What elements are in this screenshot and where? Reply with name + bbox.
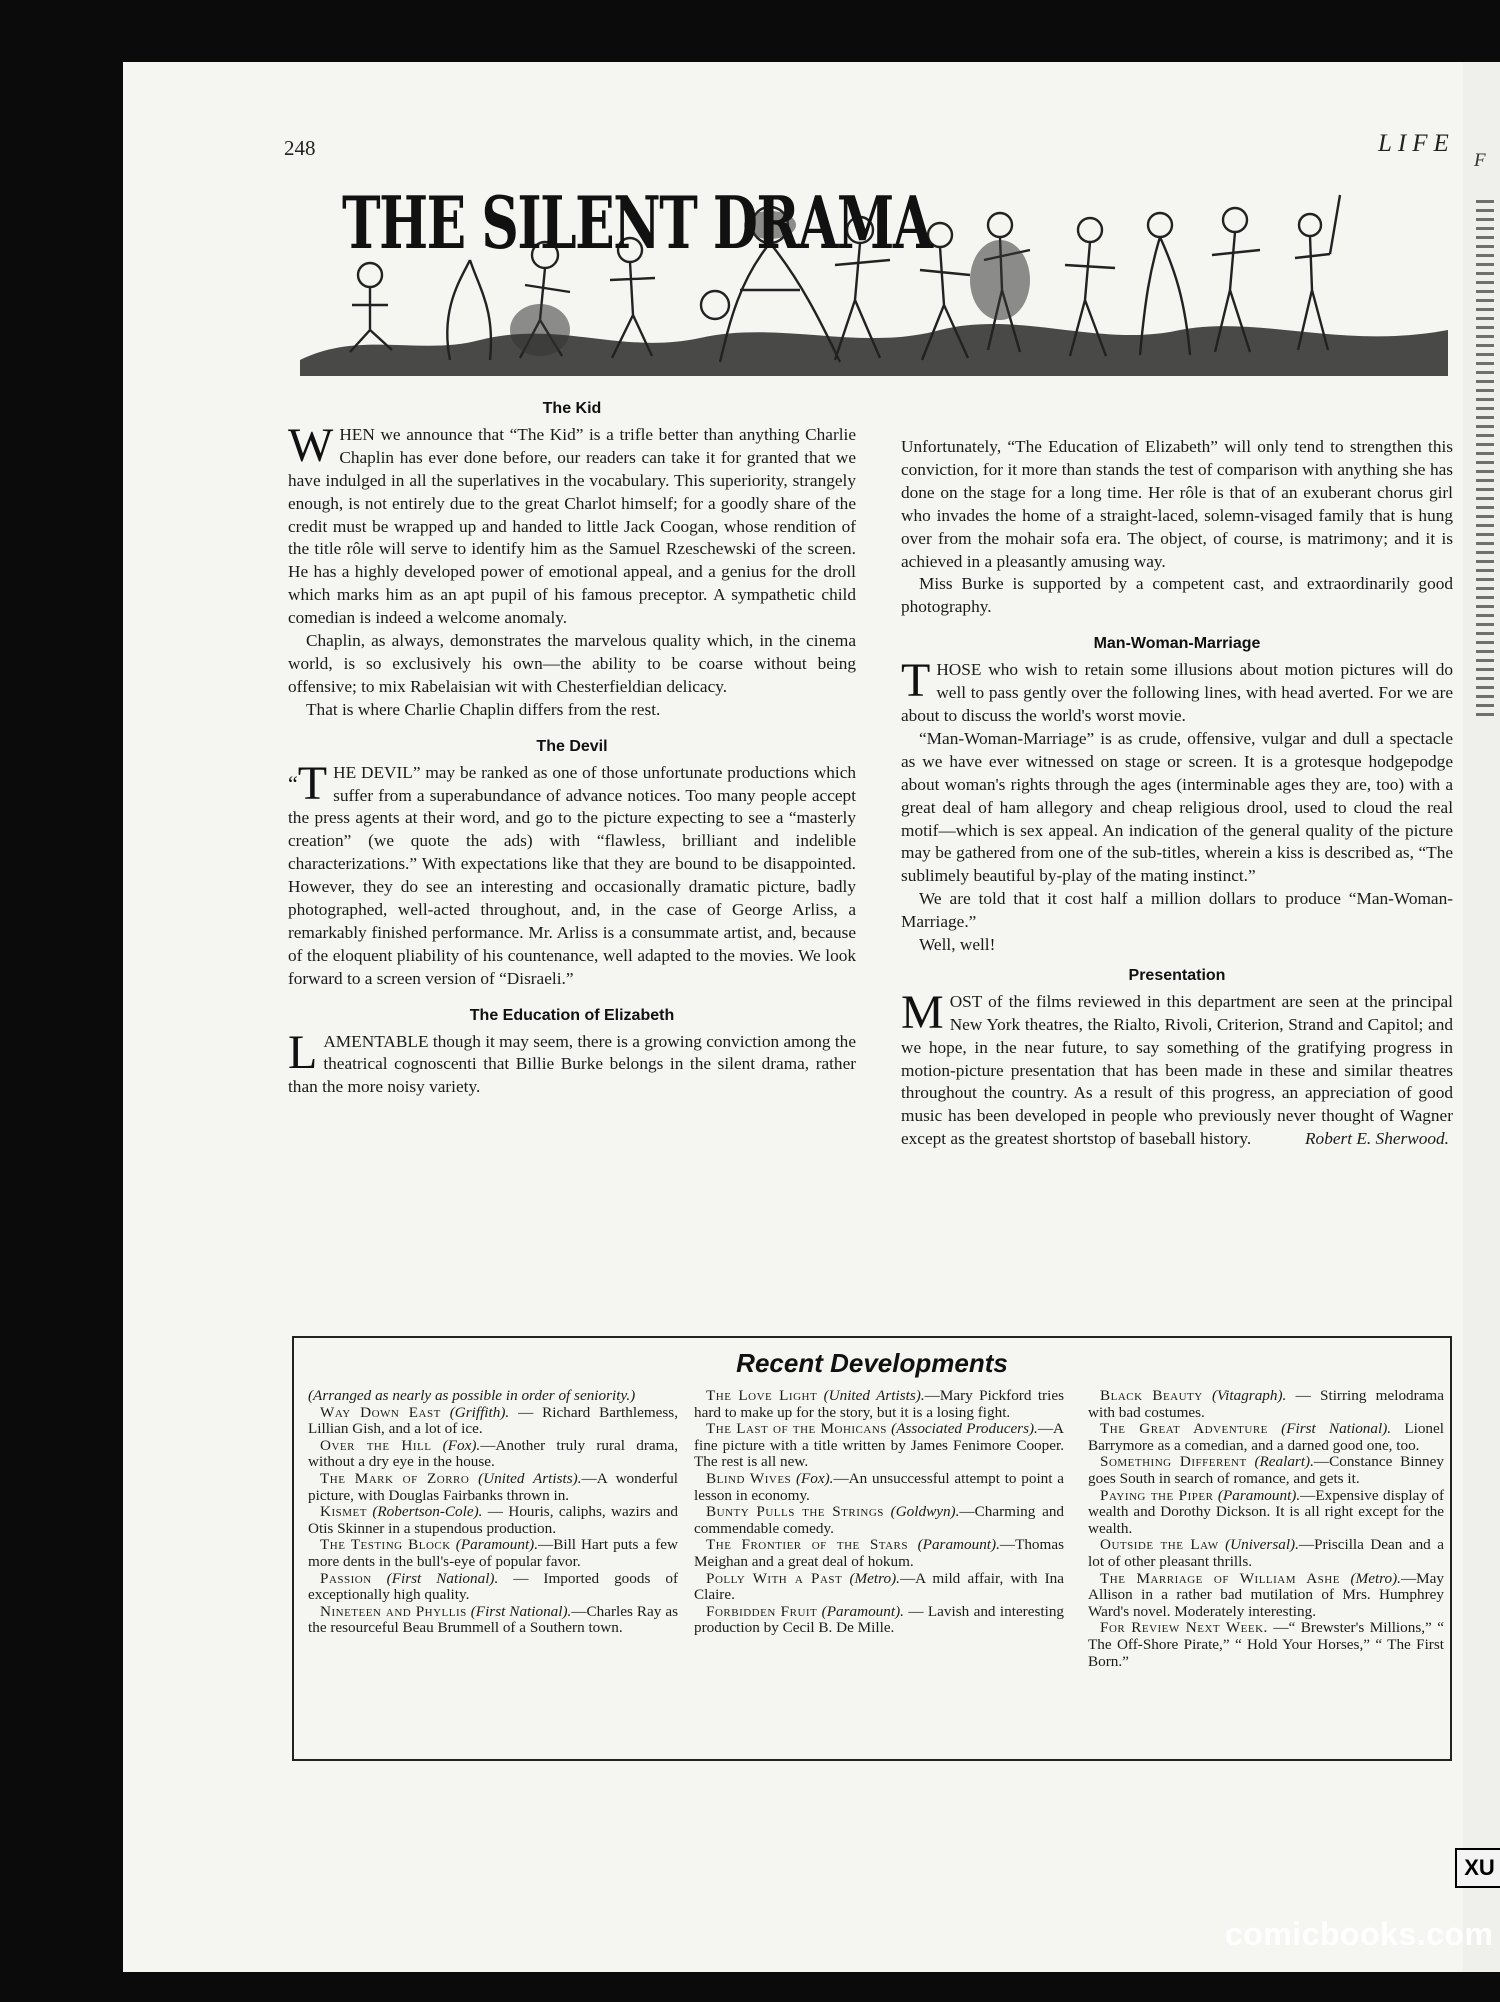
kid-text-1: HEN we announce that “The Kid” is a trifle better than anything Charlie Chaplin has ever done before, our readers can take it for granted that we have indulged in all the superlatives in the vocabulary. This superiority, strangely enough, is not entirely due to the great Charlot himself; for a goodly share of the credit must be wrapped up and handed to little Jack Coogan, whose rendition of the title rôle will serve to identify him as the Samuel Rzeschewski of the screen. He has a highly developed power of emotional appeal, and a genius for the droll which marks him as an apt pupil of his famous preceptor. A sympathetic child comedian is indeed a welcome anomaly.: [288, 424, 856, 628]
dropcap: [288, 756, 328, 810]
film-studio: (Griffith).: [449, 1403, 510, 1421]
recent-entry: [1088, 1421, 1444, 1454]
film-studio: (Fox).: [795, 1469, 834, 1487]
recent-entry: [308, 1604, 678, 1637]
film-comment: —A mild affair, with Ina Claire.: [694, 1569, 1065, 1604]
review-title-devil: The Devil: [536, 737, 608, 755]
recent-entry: [1088, 1454, 1444, 1487]
recent-entry: [694, 1537, 1064, 1570]
film-studio: (Paramount).: [821, 1602, 904, 1620]
recent-entry: [308, 1438, 678, 1471]
recent-entry: [308, 1571, 678, 1604]
recent-intro: (Arranged as nearly as possible in order of seniority.): [308, 1387, 636, 1404]
recent-entry: [694, 1421, 1064, 1471]
film-comment: —“ Brewster's Millions,” “ The Off-Shore Pirate,” “ Hold Your Horses,” “ The First Born.”: [1088, 1619, 1444, 1670]
film-title: Over the Hill: [320, 1436, 432, 1454]
recent-developments-box: [292, 1336, 1452, 1761]
kid-paragraph-1: [288, 418, 856, 630]
film-studio: (Goldwyn).: [890, 1503, 960, 1521]
recent-entry: [308, 1471, 678, 1504]
film-comment: — Richard Barthlemess, Lillian Gish, and a lot of ice.: [308, 1403, 679, 1438]
recent-developments-title: Recent Developments: [736, 1348, 1008, 1378]
film-comment: —Charming and commendable comedy.: [694, 1503, 1065, 1537]
recent-entry: [308, 1504, 678, 1537]
header-title: THE SILENT DRAMA: [342, 180, 932, 265]
film-comment: —Charles Ray as the resourceful Beau Brummell of a Southern town.: [308, 1602, 679, 1637]
recent-entry: [1088, 1620, 1444, 1670]
film-comment: —A wonderful picture, with Douglas Fairbanks thrown in.: [308, 1469, 679, 1504]
recent-entry: [694, 1388, 1064, 1421]
recent-entry: [694, 1604, 1064, 1637]
film-title: The Frontier of the Stars: [706, 1536, 909, 1554]
film-comment: — Houris, caliphs, wazirs and Otis Skinner in a stupendous production.: [308, 1503, 678, 1537]
film-title: The Marriage of William Ashe: [1100, 1569, 1340, 1587]
mwm-paragraph-2: “Man-Woman-Marriage” is as crude, offensive, vulgar and dull a spectacle as we have ever witnessed on stage or screen. It is a grotesque hodgepodge about woman's rights through the ages (interminable ages they are, too) with a great deal of ham allegory and cheap religious drool, used to cloud the real motif—which is sex appeal. An indication of the general quality of the picture may be gathered from one of the sub-titles, wherein a kiss is described as, “The sublimely beautiful by-play of the mating instinct.”: [901, 728, 1453, 886]
recent-column-2: [694, 1388, 1064, 1637]
recent-list-3: [1088, 1388, 1444, 1670]
dropcap: T: [901, 654, 931, 708]
page-number: 248: [284, 136, 316, 160]
film-comment: —Constance Binney goes South in search of romance, and gets it.: [1088, 1453, 1444, 1487]
film-title: Something Different: [1100, 1453, 1247, 1471]
recent-entry: [694, 1504, 1064, 1537]
film-studio: (Paramount).: [455, 1536, 539, 1554]
elizabeth-text-1: AMENTABLE though it may seem, there is a growing conviction among the theatrical cognoscenti that Billie Burke belongs in the silent drama, rather than the more noisy variety.: [288, 1031, 856, 1097]
film-title: Blind Wives: [706, 1469, 792, 1487]
film-studio: (Associated Producers).: [891, 1420, 1038, 1438]
film-comment: —Expensive display of wealth and Dorothy Dickson. It is all right except for the wealth.: [1088, 1486, 1445, 1537]
film-studio: (Vitagraph).: [1211, 1387, 1287, 1404]
recent-entry: [694, 1471, 1064, 1504]
film-comment: —A fine picture with a title written by James Fenimore Cooper. The rest is all new.: [694, 1420, 1065, 1471]
film-studio: (Fox).: [442, 1436, 481, 1454]
film-title: The Mark of Zorro: [320, 1469, 470, 1487]
mwm-text-1: HOSE who wish to retain some illusions about motion pictures will do well to pass gently over the following lines, with head averted. For we are about to discuss the world's worst movie.: [901, 660, 1453, 725]
recent-entry: [1088, 1537, 1444, 1570]
film-title: Passion: [320, 1569, 372, 1587]
recent-list-2: [694, 1388, 1064, 1637]
film-studio: (Universal).: [1225, 1536, 1299, 1554]
review-title-kid: The Kid: [542, 400, 602, 417]
film-title: The Great Adventure: [1100, 1420, 1268, 1438]
magazine-name: LIFE: [1378, 130, 1455, 157]
review-title-elizabeth: The Education of Elizabeth: [469, 1006, 675, 1024]
mwm-paragraph-1: [901, 654, 1453, 728]
devil-text-1: HE DEVIL” may be ranked as one of those unfortunate productions which suffer from a superabundance of advance notices. Too many people accept the press agents at their word, and go to the picture expecting to see a “masterly creation” (we quote the ads) with “flawless, brilliant and indelible characterizations.” With expectations like that they are bound to be disappointed. However, they do see an interesting and occasionally dramatic picture, badly photographed, well-acted throughout, and, in the case of George Arliss, a remarkably finished performance. Mr. Arliss is a consummate artist, and, because of the eloquent pliability of his countenance, well adapted to the movies. We look forward to a screen version of “Disraeli.”: [288, 762, 856, 988]
film-title: Kismet: [320, 1503, 367, 1521]
recent-entry: [694, 1571, 1064, 1604]
film-title: Bunty Pulls the Strings: [706, 1503, 884, 1521]
film-title: Outside the Law: [1100, 1536, 1219, 1554]
film-comment: Lionel Barrymore as a comedian, and a darned good one, too.: [1088, 1420, 1444, 1454]
review-title-presentation: Presentation: [1128, 966, 1226, 984]
film-studio: (First National).: [1281, 1420, 1392, 1438]
kid-paragraph-3: That is where Charlie Chaplin differs from the rest.: [306, 699, 661, 719]
recent-column-1: [308, 1388, 678, 1637]
recent-entry: [1088, 1388, 1444, 1421]
film-comment: —Mary Pickford tries hard to make up for the story, but it is a losing fight.: [694, 1387, 1064, 1421]
film-comment: —May Allison in a rather bad mutilation of Mrs. Humphrey Ward's novel. Moderately interesting.: [1088, 1569, 1444, 1620]
watermark: comicbooks.com: [1225, 1916, 1494, 1952]
recent-list-1: [308, 1405, 678, 1637]
left-column: [288, 398, 856, 1099]
dropcap-letter: T: [297, 756, 328, 810]
author-byline: Robert E. Sherwood.: [1305, 1129, 1449, 1149]
film-studio: (Paramount).: [917, 1536, 1000, 1554]
film-comment: —Another truly rural drama, without a dry eye in the house.: [308, 1436, 678, 1471]
dropcap-quote: “: [288, 770, 298, 796]
elizabeth-continued: Unfortunately, “The Education of Elizabeth” will only tend to strengthen this conviction, for it more than stands the test of comparison with anything she has done on the stage for a long time. Her rôle is that of an exuberant chorus girl who invades the home of a straight-laced, solemn-visaged family that is hung over from the mohair sofa era. The object, of course, is matrimony; and it is achieved in a pleasantly amusing way.: [901, 437, 1453, 571]
film-studio: (Robertson-Cole).: [372, 1503, 483, 1521]
film-title: Paying the Piper: [1100, 1486, 1214, 1504]
dropcap: M: [901, 985, 944, 1039]
film-title: Way Down East: [320, 1403, 441, 1421]
film-title: The Love Light: [706, 1387, 818, 1404]
mwm-paragraph-4: Well, well!: [919, 935, 996, 955]
film-studio: (Paramount).: [1217, 1486, 1301, 1504]
film-comment: — Imported goods of exceptionally high quality.: [308, 1569, 679, 1604]
dropcap: W: [288, 418, 334, 472]
film-comment: — Stirring melodrama with bad costumes.: [1088, 1387, 1444, 1421]
elizabeth-paragraph-2: Miss Burke is supported by a competent cast, and extraordinarily good photography.: [901, 574, 1453, 617]
film-studio: (Realart).: [1254, 1453, 1314, 1471]
right-column: [901, 436, 1453, 1151]
film-title: Nineteen and Phyllis: [320, 1602, 467, 1620]
film-title: For Review Next Week.: [1100, 1619, 1268, 1637]
elizabeth-paragraph-1: [288, 1025, 856, 1100]
film-title: The Last of the Mohicans: [706, 1420, 887, 1438]
film-studio: (Metro).: [1350, 1569, 1401, 1587]
film-title: Polly With a Past: [706, 1569, 843, 1587]
recent-entry: [1088, 1488, 1444, 1538]
review-title-man-woman-marriage: Man-Woman-Marriage: [1093, 635, 1261, 653]
film-studio: (Metro).: [849, 1569, 900, 1587]
film-title: Black Beauty: [1100, 1387, 1203, 1404]
film-title: The Testing Block: [320, 1536, 451, 1554]
recent-entry: [1088, 1571, 1444, 1621]
film-studio: (United Artists).: [478, 1469, 582, 1487]
film-comment: —Priscilla Dean and a lot of other pleasant thrills.: [1088, 1536, 1444, 1570]
devil-paragraph-1: [288, 756, 856, 991]
side-tab[interactable]: XU: [1455, 1848, 1500, 1888]
film-studio: (First National).: [470, 1602, 572, 1620]
film-studio: (First National).: [386, 1569, 499, 1587]
film-studio: (United Artists).: [823, 1387, 925, 1404]
recent-entry: [308, 1405, 678, 1438]
recent-entry: [308, 1537, 678, 1570]
dropcap: L: [288, 1025, 318, 1079]
adjacent-page-text-lines: [1476, 200, 1494, 720]
recent-column-3: [1088, 1388, 1444, 1670]
film-comment: —Bill Hart puts a few more dents in the bull's-eye of popular favor.: [308, 1536, 678, 1570]
adjacent-page-letter: F: [1474, 150, 1486, 171]
film-comment: —An unsuccessful attempt to point a lesson in economy.: [694, 1469, 1065, 1504]
film-comment: — Lavish and interesting production by Cecil B. De Mille.: [694, 1602, 1065, 1637]
film-title: Forbidden Fruit: [706, 1602, 818, 1620]
film-comment: —Thomas Meighan and a great deal of hokum.: [694, 1536, 1064, 1570]
presentation-paragraph-1: [901, 985, 1453, 1151]
mwm-paragraph-3: We are told that it cost half a million dollars to produce “Man-Woman-Marriage.”: [901, 889, 1453, 932]
presentation-text-1: OST of the films reviewed in this department are seen at the principal New York theatres, the Rialto, Rivoli, Criterion, Strand and Capitol; and we hope, in the near future, to say something of the gratifying progress in motion-picture presentation that has been made in these and similar theatres throughout the country. As a result of this progress, an appreciation of good music has been developed in people who previously never thought of Wagner except as the greatest shortstop of baseball history.: [901, 991, 1453, 1149]
kid-paragraph-2: Chaplin, as always, demonstrates the marvelous quality which, in the cinema world, is so exclusively his own—the ability to be coarse without being offensive; to mix Rabelaisian wit with Chesterfieldian delicacy.: [288, 631, 856, 696]
